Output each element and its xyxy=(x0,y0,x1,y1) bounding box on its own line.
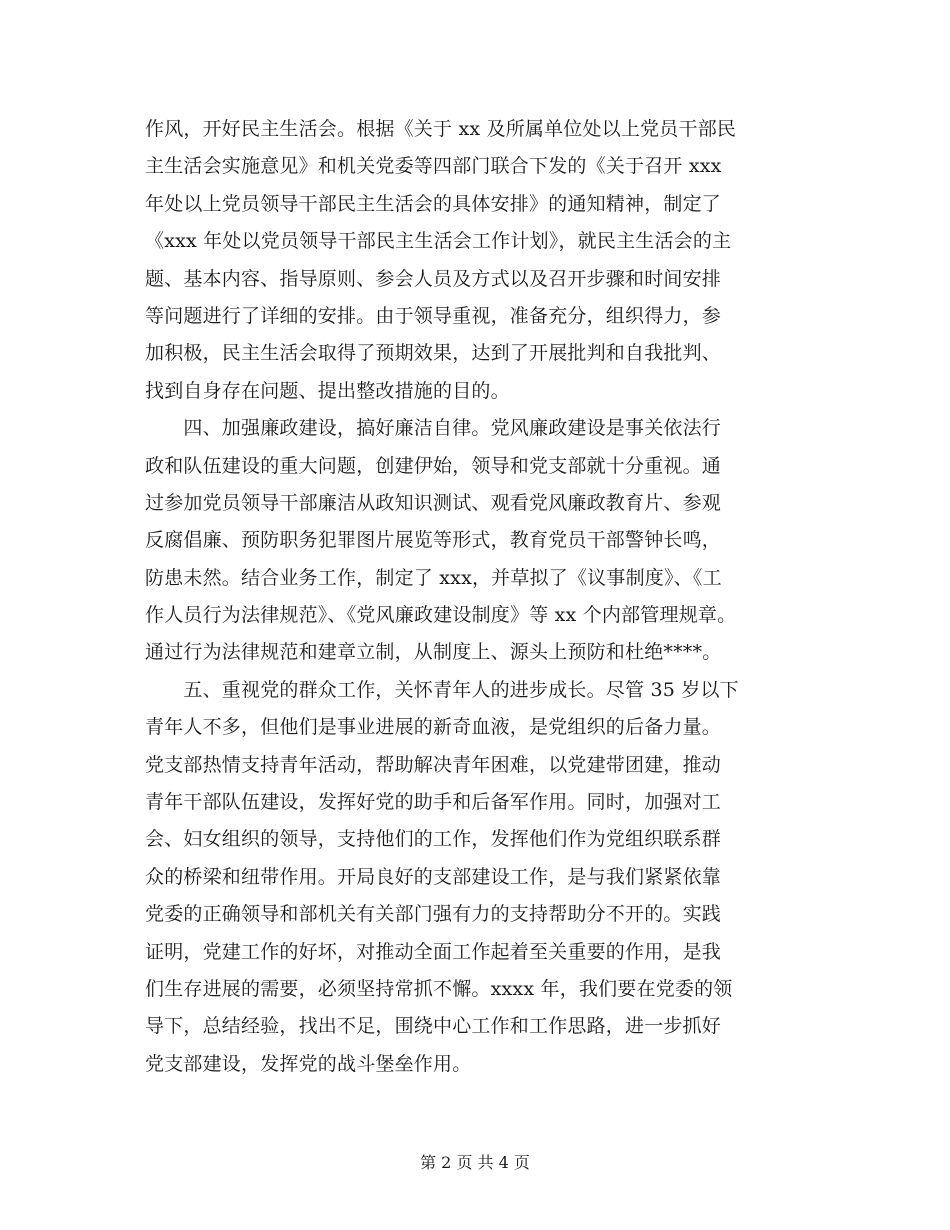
page-footer xyxy=(0,1150,950,1173)
text-line: 党委的正确领导和部机关有关部门强有力的支持帮助分不开的。实践 xyxy=(145,903,722,926)
text-line: 通过行为法律规范和建章立制，从制度上、源头上预防和杜绝****。 xyxy=(145,641,722,664)
text-line: 作风，开好民主生活会。根据《关于 xx 及所属单位处以上党员干部民 xyxy=(145,118,737,140)
text-line: 反腐倡廉、预防职务犯罪图片展览等形式，教育党员干部警钟长鸣， xyxy=(145,529,722,552)
text-line: 防患未然。结合业务工作，制定了 xxx，并草拟了《议事制度》、《工 xyxy=(145,566,722,589)
text-line: 找到自身存在问题、提出整改措施的目的。 xyxy=(145,379,510,402)
document-body xyxy=(145,111,815,1083)
text-line: 党支部建设，发挥党的战斗堡垒作用。 xyxy=(145,1052,472,1075)
text-line: 主生活会实施意见》和机关党委等四部门联合下发的《关于召开 xxx xyxy=(145,155,722,178)
text-line: 党支部热情支持青年活动，帮助解决青年困难，以党建带团建，推动 xyxy=(145,753,722,776)
text-line: 青年人不多，但他们是事业进展的新奇血液，是党组织的后备力量。 xyxy=(145,716,722,739)
text-line: 年处以上党员领导干部民主生活会的具体安排》的通知精神，制定了 xyxy=(145,192,722,215)
text-line: 证明，党建工作的好坏，对推动全面工作起着至关重要的作用，是我 xyxy=(145,940,722,963)
text-line: 青年干部队伍建设，发挥好党的助手和后备军作用。同时，加强对工 xyxy=(145,791,722,814)
text-line: 过参加党员领导干部廉洁从政知识测试、观看党风廉政教育片、参观 xyxy=(145,491,722,514)
text-line: 四、加强廉政建设，搞好廉洁自律。党风廉政建设是事关依法行 xyxy=(145,417,722,440)
text-line: 作人员行为法律规范》、《党风廉政建设制度》等 xx 个内部管理规章。 xyxy=(145,604,737,627)
text-line: 等问题进行了详细的安排。由于领导重视，准备充分，组织得力，参 xyxy=(145,304,722,327)
text-line: 导下，总结经验，找出不足，围绕中心工作和工作思路，进一步抓好 xyxy=(145,1015,722,1038)
text-line: 《xxx 年处以党员领导干部民主生活会工作计划》，就民主生活会的主 xyxy=(145,230,732,253)
page-number: 第 2 页 共 4 页 xyxy=(420,1153,530,1172)
text-line: 题、基本内容、指导原则、参会人员及方式以及召开步骤和时间安排 xyxy=(145,267,722,290)
text-line: 会、妇女组织的领导，支持他们的工作，发挥他们作为党组织联系群 xyxy=(145,828,722,851)
text-line: 众的桥梁和纽带作用。开局良好的支部建设工作，是与我们紧紧依靠 xyxy=(145,865,722,888)
text-line: 五、重视党的群众工作，关怀青年人的进步成长。尽管 35 岁以下 xyxy=(145,678,739,701)
text-line: 政和队伍建设的重大问题，创建伊始，领导和党支部就十分重视。通 xyxy=(145,454,722,477)
text-line: 加积极，民主生活会取得了预期效果，达到了开展批判和自我批判、 xyxy=(145,342,722,365)
text-line: 们生存进展的需要，必须坚持常抓不懈。xxxx 年，我们要在党委的领 xyxy=(145,977,733,1000)
